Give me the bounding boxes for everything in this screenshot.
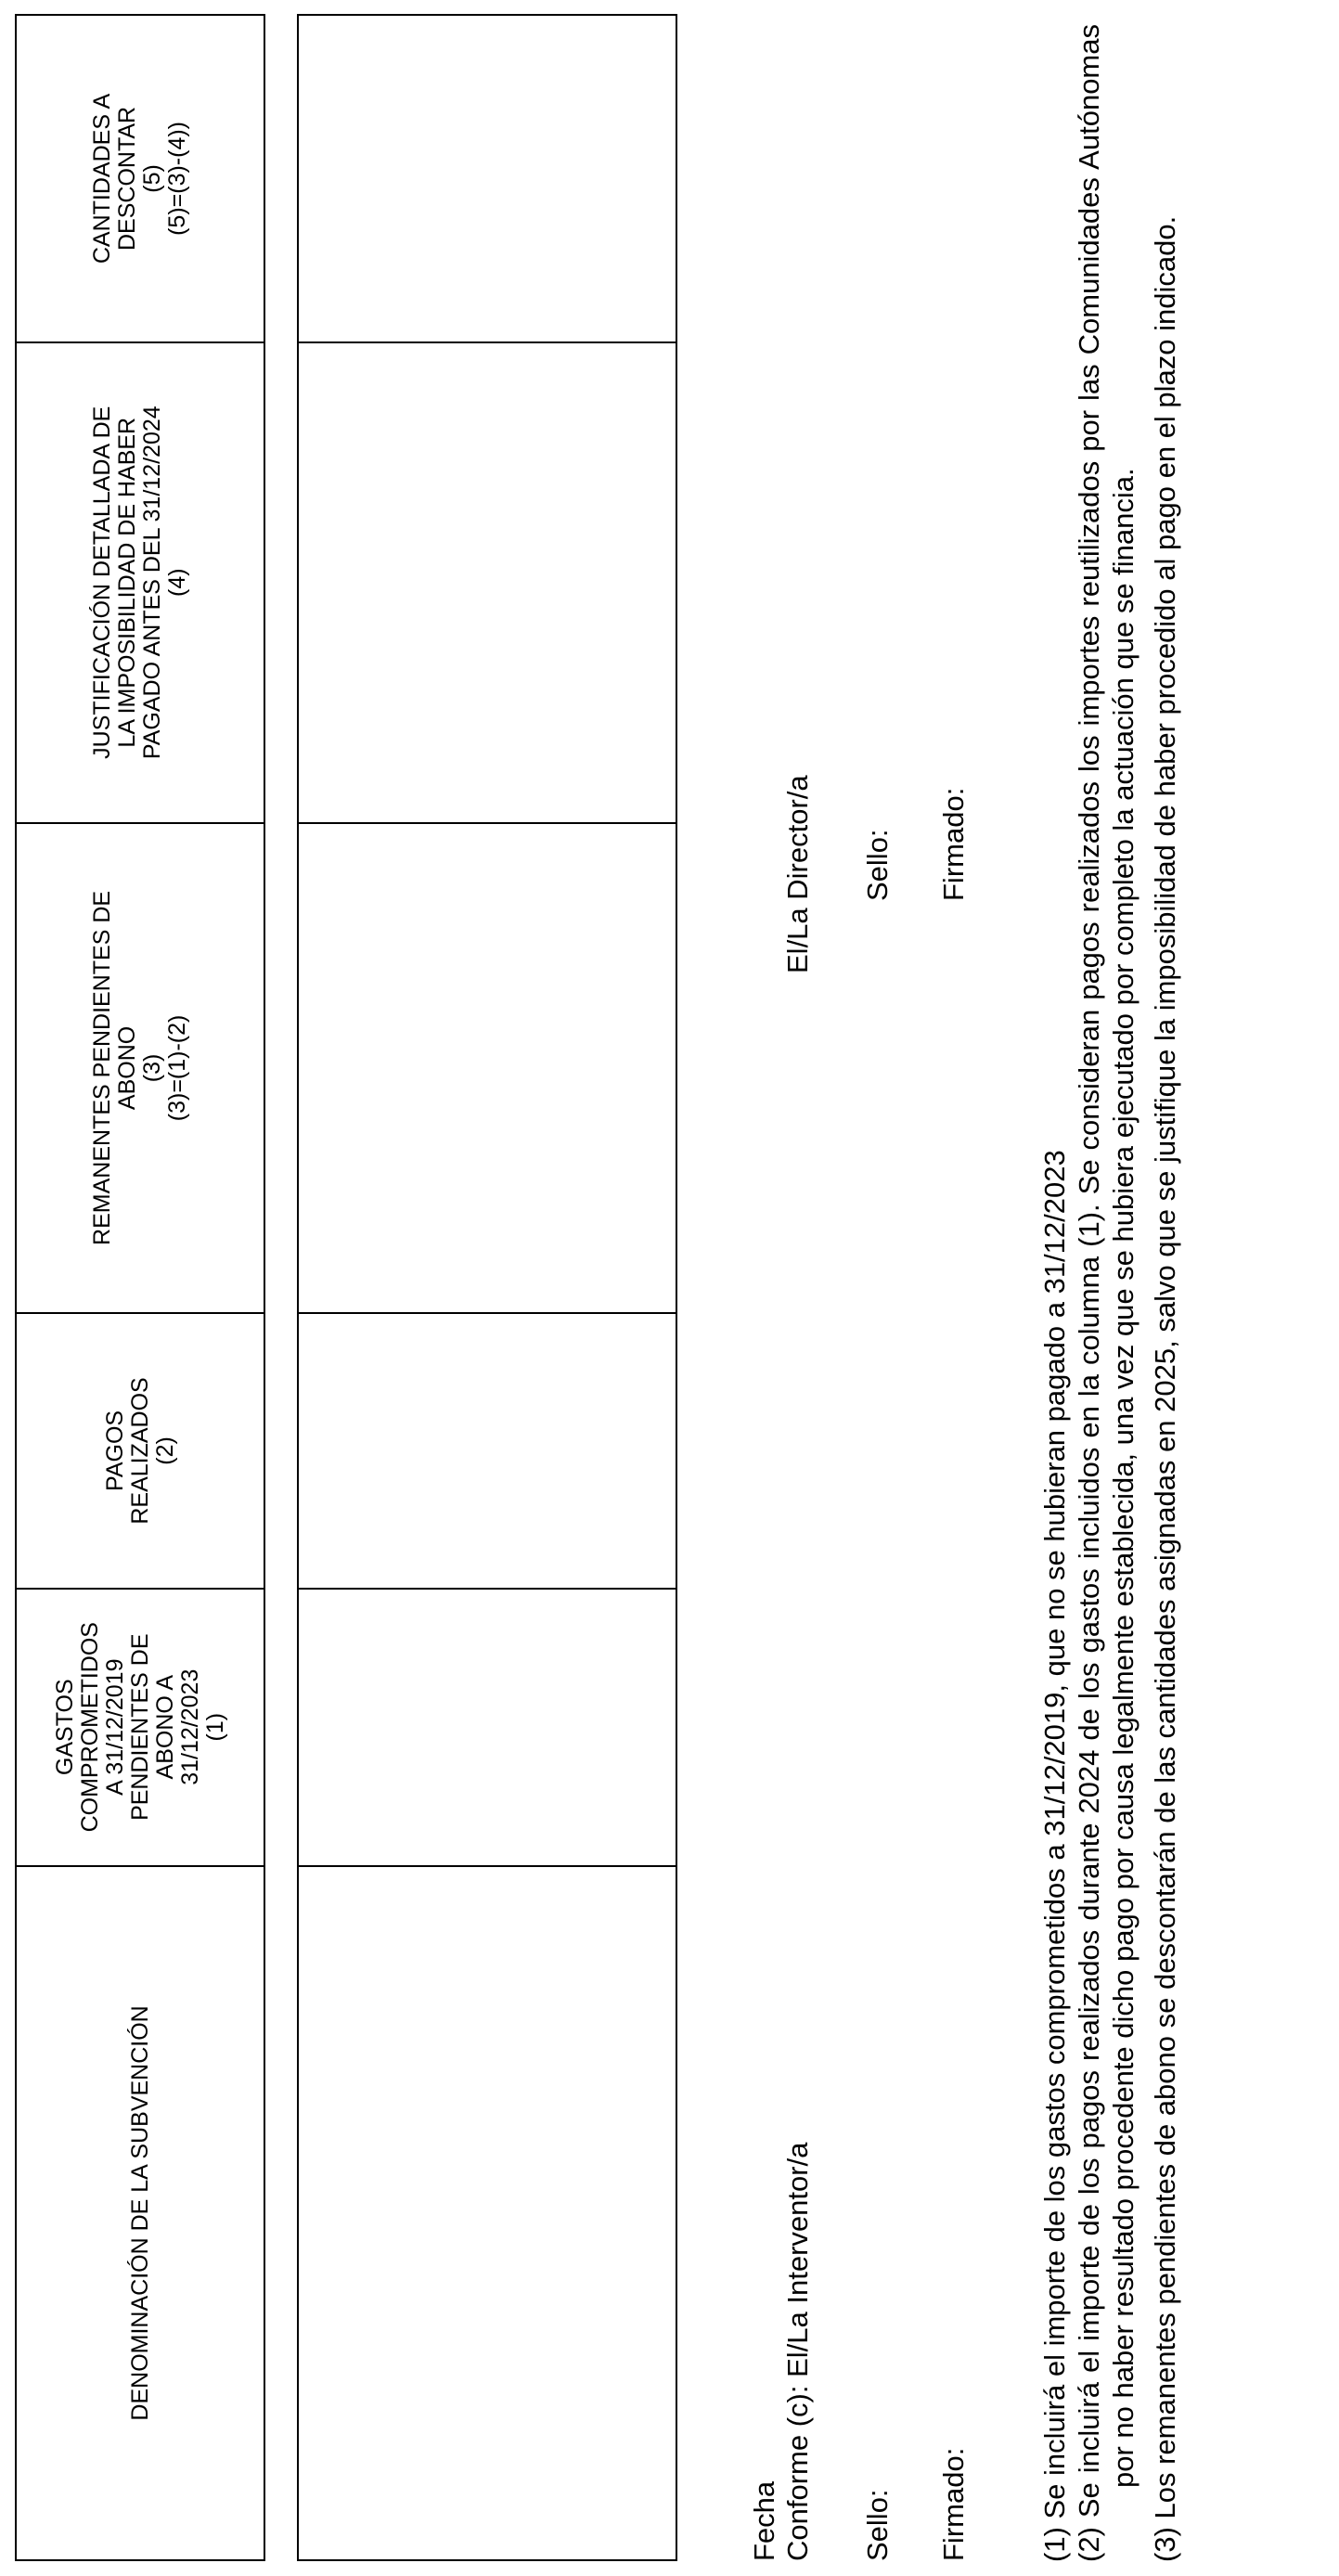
- header-line: DESCONTAR: [114, 106, 140, 251]
- header-pagos-realizados: [16, 1313, 264, 1588]
- header-line: (1): [201, 1712, 228, 1742]
- firmado-left-label: Firmado:: [937, 2447, 970, 2561]
- cell-cantidades-descontar[interactable]: [298, 15, 676, 342]
- header-line: (3): [139, 1053, 165, 1083]
- header-line: (4): [164, 568, 190, 597]
- header-line: (5)=(3)-(4)): [164, 121, 190, 236]
- header-line: PENDIENTES DE: [126, 1633, 153, 1821]
- header-line: LA IMPOSIBILIDAD DE HABER: [114, 417, 140, 748]
- header-line: ABONO: [114, 1025, 140, 1111]
- header-justificacion: [16, 342, 264, 823]
- header-row: [16, 15, 264, 2560]
- conforme-interventor-label: Conforme (c): El/La Interventor/a: [781, 2142, 814, 2561]
- header-cantidades-descontar: [16, 15, 264, 342]
- header-line: ABONO A: [151, 1674, 178, 1780]
- header-line: REMANENTES PENDIENTES DE: [89, 890, 115, 1245]
- header-line: CANTIDADES A: [89, 93, 115, 264]
- footnote-3: (3) Los remanentes pendientes de abono se descontarán de las cantidades asignadas en 2025, salvo que se justifique la imposibilidad de haber procedido al pago en el plazo indicado.: [1149, 215, 1181, 2562]
- footnote-2: (2) Se incluirá el importe de los pagos realizados durante 2024 de los gastos incluidos en la columna (1). Se consideran pagos realizados los importes reutilizados por las Comunidades Autónomas por no haber resultado procedente dicho pago por causa legalmente establecida, una vez que se hubiera ejecutado por completo la actuación que se financia.: [1073, 24, 1139, 2562]
- header-table: [15, 14, 265, 2561]
- header-line: 31/12/2023: [176, 1668, 203, 1785]
- header-line: REALIZADOS: [126, 1377, 153, 1525]
- header-line: JUSTIFICACIÓN DETALLADA DE: [89, 406, 115, 759]
- cell-remanentes-pendientes[interactable]: [298, 823, 676, 1314]
- header-line: COMPROMETIDOS: [76, 1622, 103, 1833]
- header-line: PAGADO ANTES DEL 31/12/2024: [139, 406, 165, 760]
- sello-right-label: Sello:: [861, 829, 894, 901]
- director-label: El/La Director/a: [781, 775, 814, 973]
- fecha-label: Fecha: [748, 2480, 780, 2561]
- header-remanentes-pendientes: [16, 823, 264, 1314]
- header-line: (5): [139, 164, 165, 193]
- firmado-right-label: Firmado:: [937, 787, 970, 901]
- header-line: DENOMINACIÓN DE LA SUBVENCIÓN: [126, 2005, 153, 2421]
- header-line: (2): [151, 1436, 178, 1465]
- header-line: PAGOS: [101, 1410, 128, 1491]
- table-row: [298, 15, 676, 2560]
- header-gastos-comprometidos: [16, 1589, 264, 1866]
- footnotes: [1037, 24, 1182, 2562]
- sello-left-label: Sello:: [861, 2489, 894, 2561]
- cell-justificacion[interactable]: [298, 342, 676, 823]
- footnote-1: (1) Se incluirá el importe de los gastos comprometidos a 31/12/2019, que no se hubieran pagado a 31/12/2023: [1038, 1150, 1071, 2562]
- cell-gastos-comprometidos[interactable]: [298, 1589, 676, 1866]
- cell-denominacion[interactable]: [298, 1866, 676, 2560]
- data-table: [297, 14, 677, 2561]
- header-line: GASTOS: [51, 1679, 78, 1776]
- header-line: (3)=(1)-(2): [164, 1014, 190, 1122]
- header-denominacion: [16, 1866, 264, 2560]
- header-line: A 31/12/2019: [101, 1658, 128, 1796]
- cell-pagos-realizados[interactable]: [298, 1313, 676, 1588]
